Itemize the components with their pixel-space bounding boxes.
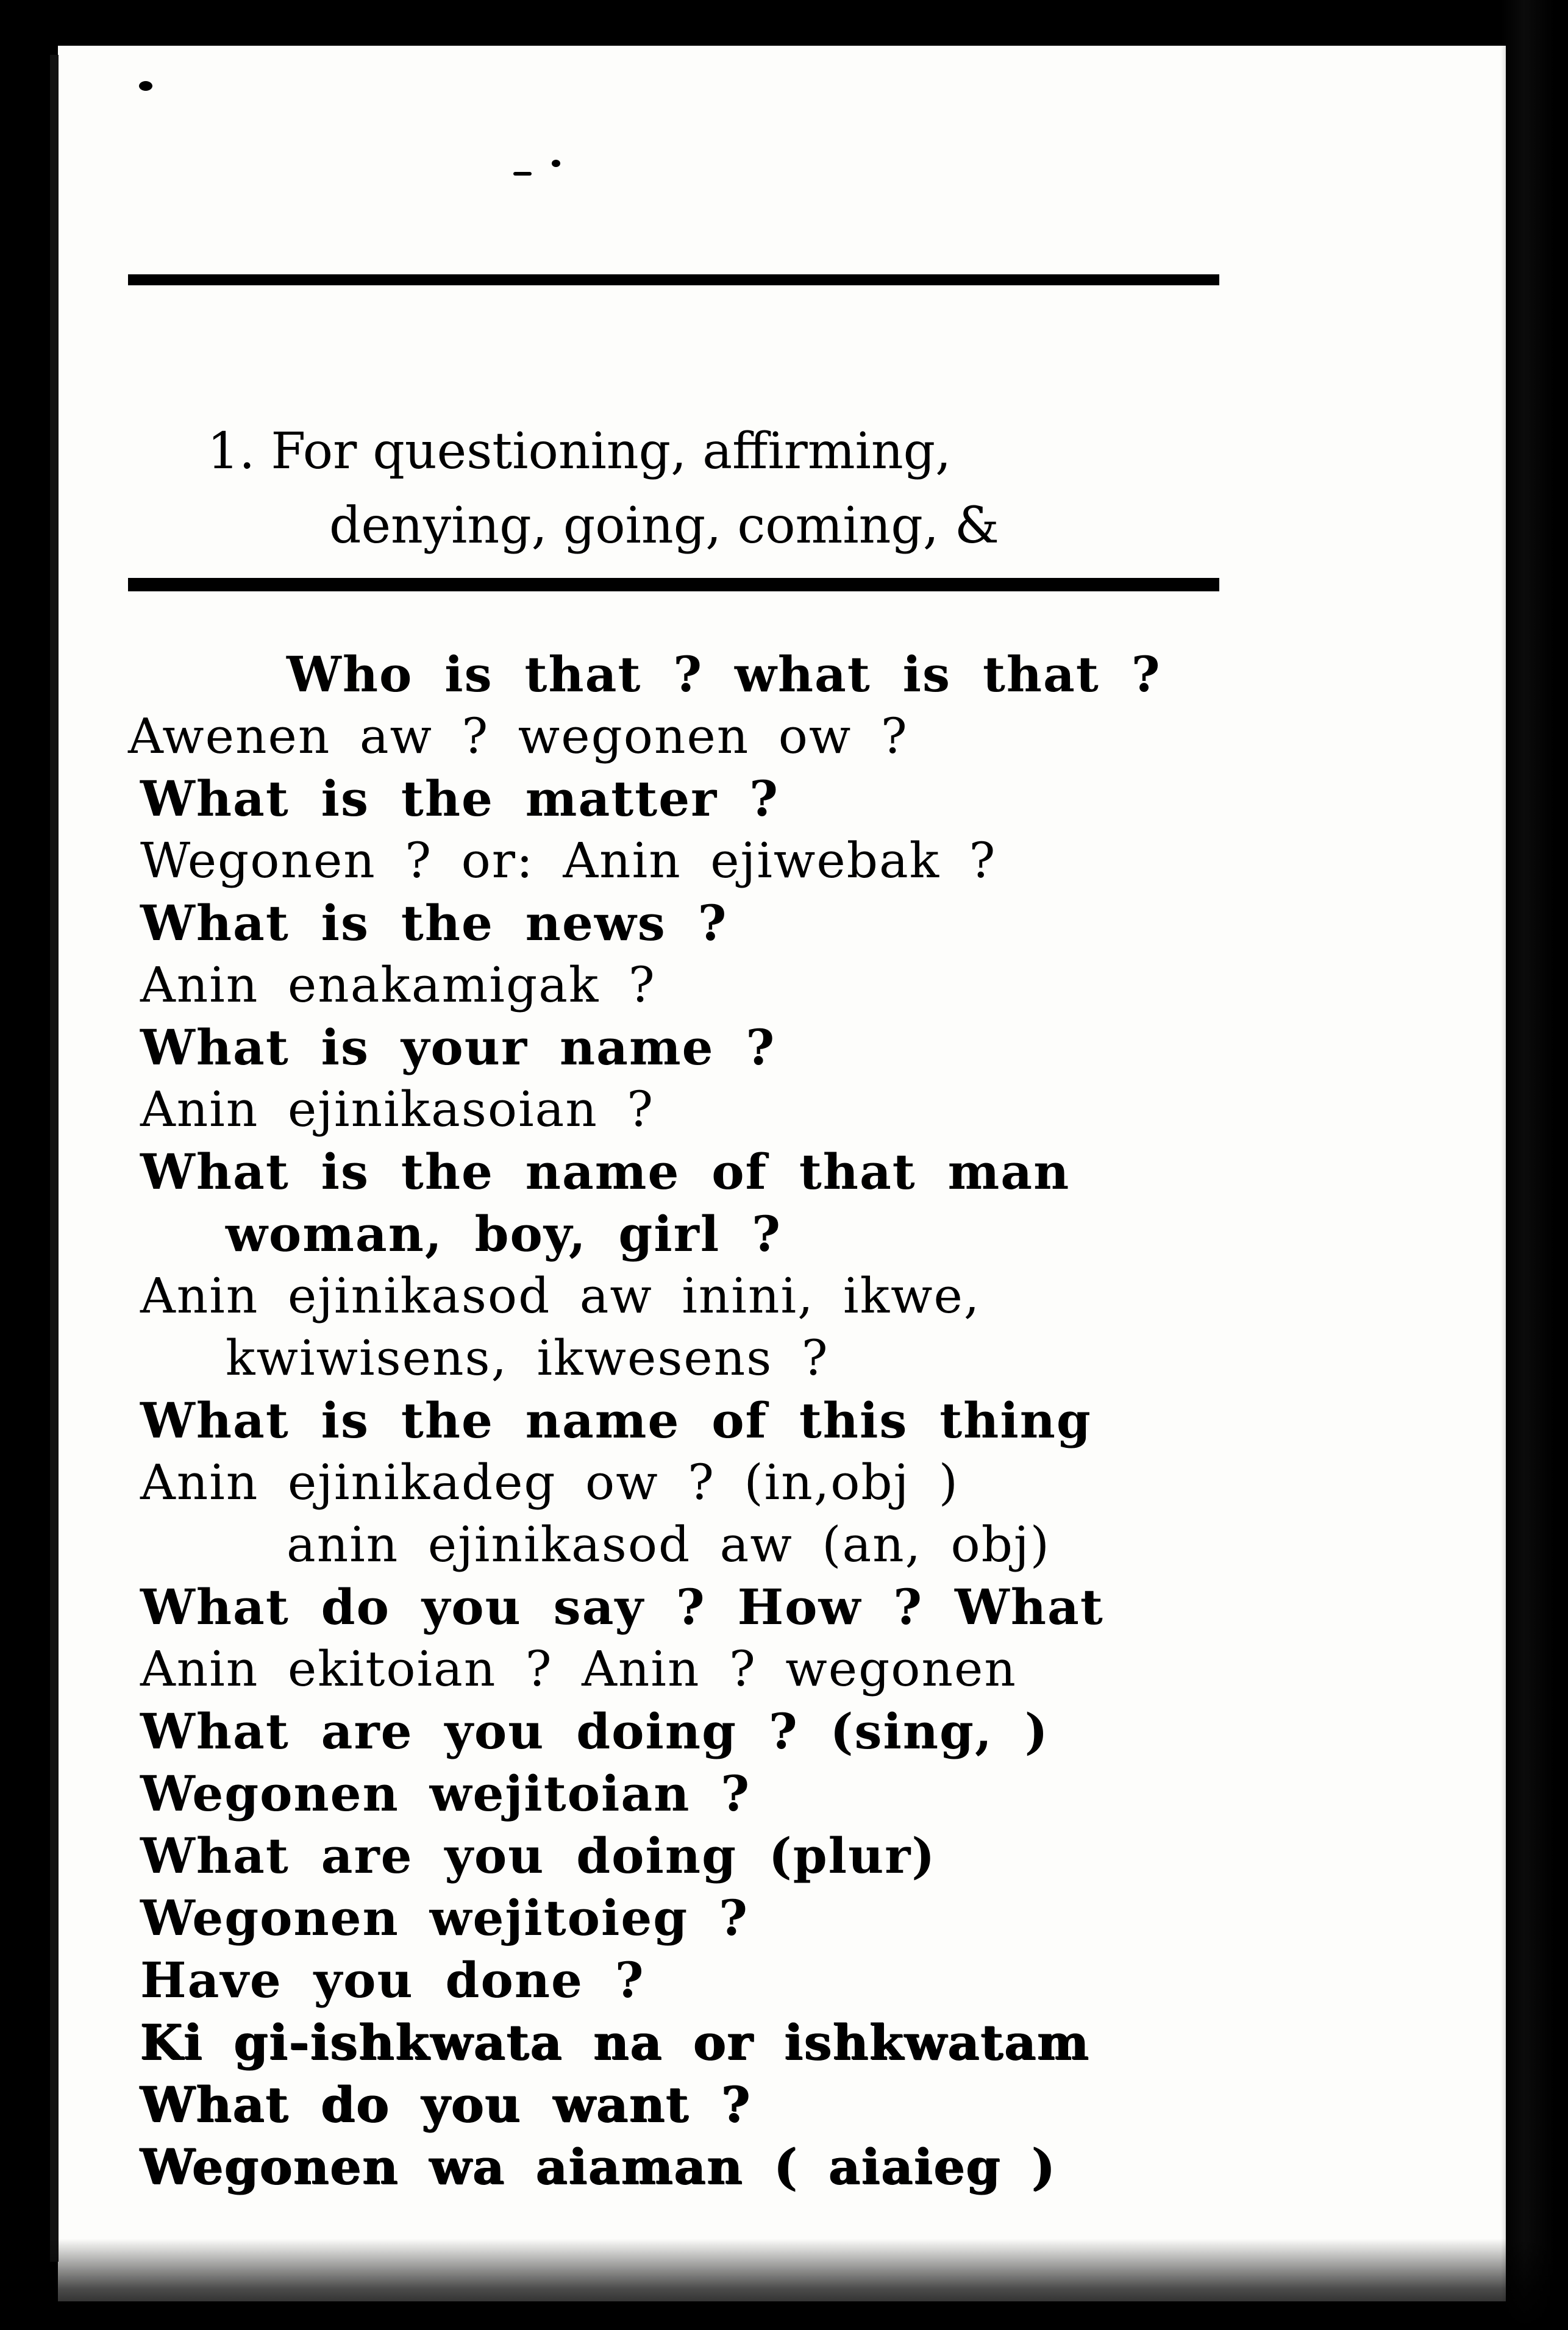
phrase-english: What are you doing (plur) xyxy=(140,1827,936,1884)
phrase-english: What is the name of this thing xyxy=(140,1392,1092,1449)
ink-speck xyxy=(552,160,560,167)
phrase-english: What is your name ? xyxy=(140,1019,776,1076)
section-heading xyxy=(207,415,1231,563)
phrase-ojibwe-cont: kwiwisens, ikwesens ? xyxy=(226,1330,829,1386)
phrase-ojibwe: Awenen aw ? wegonen ow ? xyxy=(128,708,908,764)
ink-speck xyxy=(513,172,532,176)
phrase-ojibwe: Wegonen ? or: Anin ejiwebak ? xyxy=(140,832,997,889)
phrase-english: What is the news ? xyxy=(140,894,728,952)
phrase-ojibwe: Ki gi-ishkwata na or ishkwatam xyxy=(140,2014,1091,2071)
phrase-list xyxy=(128,643,1286,2198)
scan-right-shadow xyxy=(1501,0,1568,2330)
bottom-rule xyxy=(128,578,1219,591)
phrase-english: What do you say ? How ? What xyxy=(140,1578,1104,1636)
top-rule xyxy=(128,274,1219,285)
phrase-english: Have you done ? xyxy=(140,1951,645,2009)
phrase-ojibwe: Anin enakamigak ? xyxy=(140,957,656,1013)
phrase-ojibwe: Wegonen wejitoian ? xyxy=(140,1765,751,1822)
phrase-ojibwe: Anin ejinikasoian ? xyxy=(140,1081,655,1138)
phrase-ojibwe: Anin ekitoian ? Anin ? wegonen xyxy=(140,1641,1017,1697)
heading-line-2: denying, going, coming, & xyxy=(329,497,1000,555)
section-number: 1. xyxy=(207,422,255,480)
heading-line-1 xyxy=(207,415,1231,489)
phrase-english: What do you want ? xyxy=(140,2076,752,2133)
phrase-english: What are you doing ? (sing, ) xyxy=(140,1703,1049,1760)
page-binding-edge xyxy=(50,55,59,2262)
phrase-ojibwe: Wegonen wejitoieg ? xyxy=(140,1889,749,1947)
phrase-ojibwe: Anin ejinikadeg ow ? (in,obj ) xyxy=(140,1454,960,1511)
phrase-english-cont: woman, boy, girl ? xyxy=(226,1205,782,1263)
phrase-english: What is the name of that man xyxy=(140,1143,1071,1200)
phrase-english: What is the matter ? xyxy=(140,770,779,827)
heading-text-1: For questioning, affirming, xyxy=(271,422,952,480)
phrase-ojibwe-cont: anin ejinikasod aw (an, obj) xyxy=(287,1516,1050,1573)
phrase-ojibwe: Wegonen wa aiaman ( aiaieg ) xyxy=(140,2138,1057,2195)
phrase-english: Who is that ? what is that ? xyxy=(287,646,1161,703)
phrase-ojibwe: Anin ejinikasod aw inini, ikwe, xyxy=(140,1267,981,1324)
ink-speck xyxy=(139,81,152,91)
